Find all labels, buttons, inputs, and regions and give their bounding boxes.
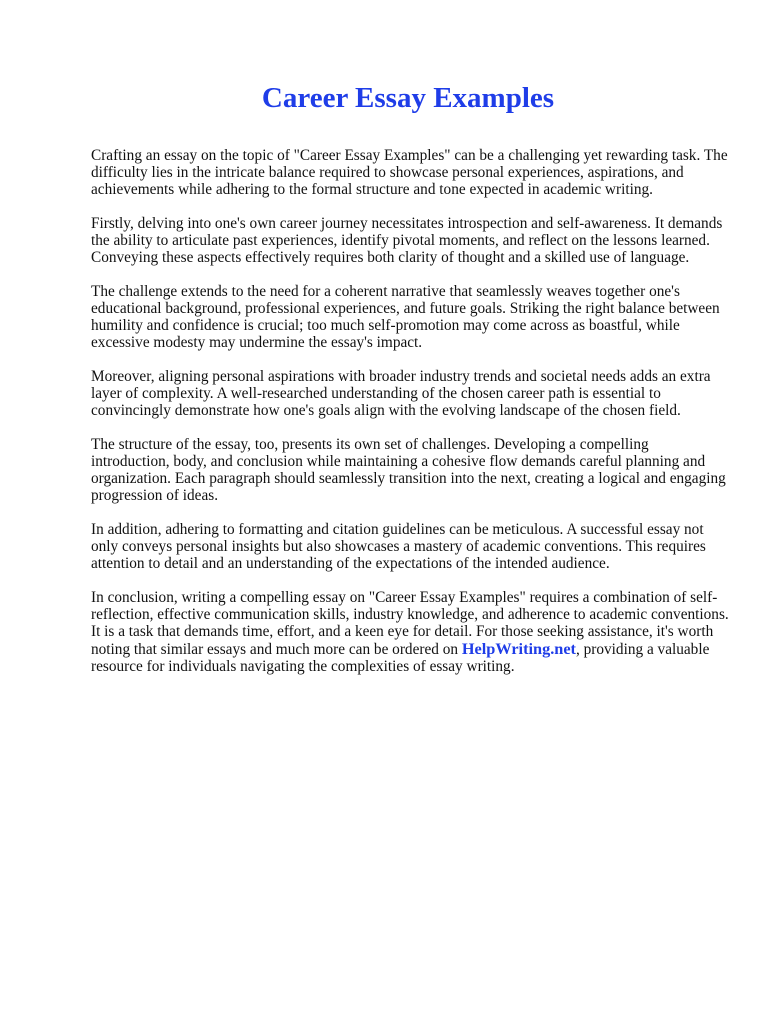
- paragraph-challenge: The challenge extends to the need for a coherent narrative that seamlessly weaves together one's educational background, professional experiences, and future goals. Striking the right balance between humility and confidence is crucial; too much self-promotion may come across as boastful, while excessive modesty may undermine the essay's impact.: [91, 283, 720, 351]
- document-body: [91, 147, 731, 692]
- paragraph-firstly: Firstly, delving into one's own career journey necessitates introspection and self-awareness. It demands the ability to articulate past experiences, identify pivotal moments, and reflect on the lessons learned. Conveying these aspects effectively requires both clarity of thought and a skilled use of language.: [91, 215, 723, 266]
- paragraph-intro: Crafting an essay on the topic of "Career Essay Examples" can be a challenging yet rewarding task. The difficulty lies in the intricate balance required to showcase personal experiences, aspirations, and achievements while adhering to the formal structure and tone expected in academic writing.: [91, 147, 728, 198]
- paragraph-structure: The structure of the essay, too, presents its own set of challenges. Developing a compelling introduction, body, and conclusion while maintaining a cohesive flow demands careful planning and organization. Each paragraph should seamlessly transition into the next, creating a logical and engaging progression of ideas.: [91, 436, 726, 504]
- conclusion-text-before-link: In conclusion, writing a compelling essay on "Career Essay Examples" requires a combination of self-reflection, effective communication skills, industry knowledge, and adherence to academic conventions. It is a task that demands time, effort, and a keen eye for detail. For those seeking assistance, it's worth noting that similar essays and much more can be ordered on: [91, 589, 729, 658]
- paragraph-conclusion: [91, 589, 731, 675]
- conclusion-text-after-link: , providing a valuable resource for individuals navigating the complexities of essay writing.: [91, 641, 710, 675]
- paragraph-moreover: Moreover, aligning personal aspirations with broader industry trends and societal needs adds an extra layer of complexity. A well-researched understanding of the chosen career path is essential to convincingly demonstrate how one's goals align with the evolving landscape of the chosen field.: [91, 368, 711, 419]
- paragraph-addition: In addition, adhering to formatting and citation guidelines can be meticulous. A successful essay not only conveys personal insights but also showcases a mastery of academic conventions. This requires attention to detail and an understanding of the expectations of the intended audience.: [91, 521, 706, 572]
- document-title: Career Essay Examples: [261, 82, 555, 114]
- helpwriting-link[interactable]: HelpWriting.net: [461, 639, 576, 658]
